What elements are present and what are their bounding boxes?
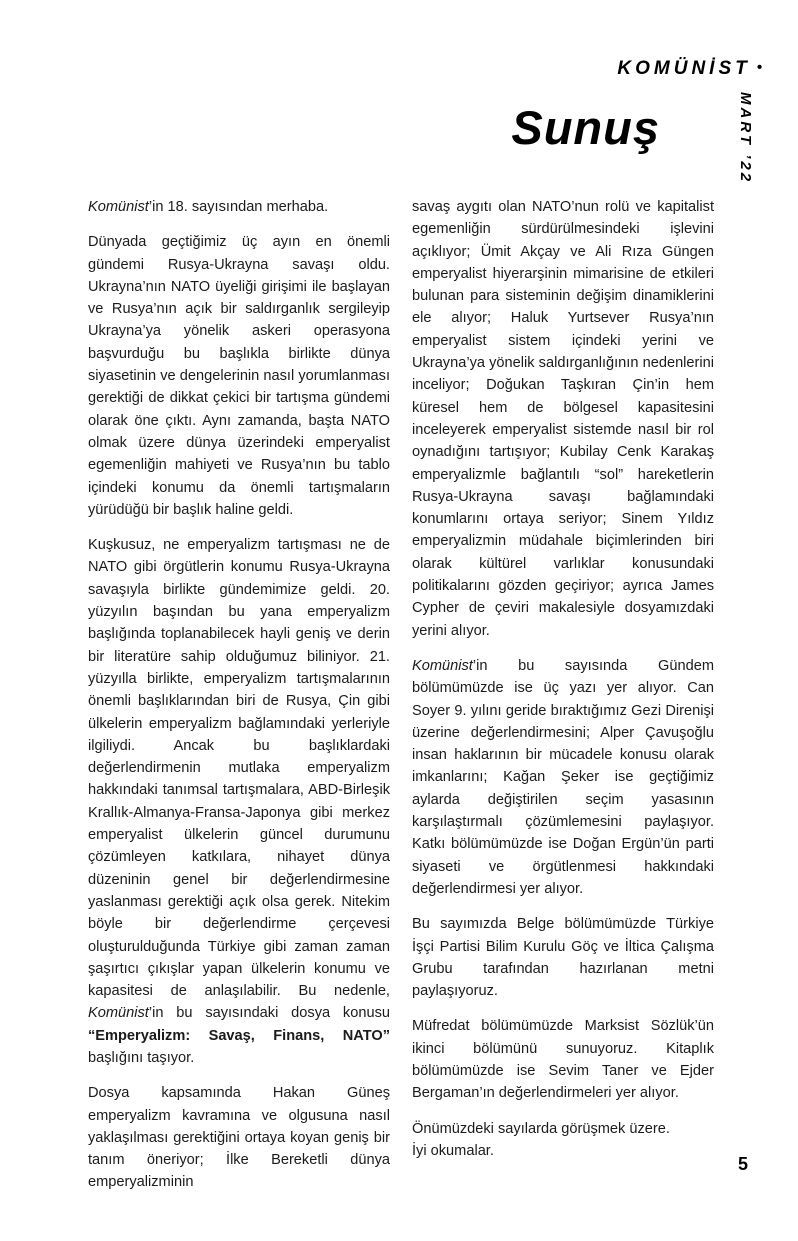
paragraph-ukraine-war: Dünyada geçtiğimiz üç ayın en önemli gündemi Rusya-Ukrayna savaşı oldu. Ukrayna’nın NATO üyeliği girişimi ile başlayan ve Rusya’nın açık bir saldırganlık sergileyip Ukrayna’ya yönelik askeri operasyona başvurduğu bu başlıkla birlikte dünya siyasetinin ve dengelerinin nasıl yorumlanması gerektiği de dikkat çekici bir tartışma gündemi olarak öne çıktı. Aynı zamanda, başta NATO olmak üzere dünya üzerindeki emperyalist egemenliğin mahiyeti ve Rusya’nın bu tablo içindeki konumu da önemli tartışmaların yürüdüğü bir başlık haline geldi. — [88, 234, 390, 518]
paragraph-dossier-authors: savaş aygıtı olan NATO’nun rolü ve kapitalist egemenliğin sürdürülmesindeki işlevini açıklıyor; Ümit Akçay ve Ali Rıza Güngen emperyalist hiyerarşinin mimarisine de etkileri bulunan para sisteminin değişim dinamiklerini ele alıyor; Haluk Yurtsever Rusya’nın emperyalist sistem içindeki yerini ve Ukrayna’ya yönelik saldırganlığının nedenlerini inceliyor; Doğukan Taşkıran Çin’in hem küresel hem de bölgesel kapasitesini inceleyerek emperyalist sistemde nasıl bir rol oynadığını tartışıyor; Kubilay Cenk Karakaş emperyalizmle bağlantılı “sol” hareketlerin Rusya-Ukrayna savaşı bağlamındaki konumlarını ortaya seriyor; Sinem Yıldız emperyalizmin müdahale biçimlerinden biri olarak kültürel varlıklar konusundaki politikalarını gözden geçiriyor; ayrıca James Cypher de çeviri makalesiyle dosyamızdaki yerini alıyor. — [412, 199, 714, 639]
paragraph-text: başlığını taşıyor. — [88, 1049, 195, 1066]
paragraph-closing — [412, 1118, 714, 1163]
issue-date-vertical: MART ’22 — [737, 92, 754, 185]
paragraph-text: ’in bu sayısındaki dosya konusu — [148, 1005, 390, 1022]
page-title: Sunuş — [511, 101, 660, 154]
journal-name-italic: Komünist — [88, 1005, 149, 1022]
masthead-bullet-icon: • — [756, 59, 762, 76]
dossier-topic-bold: “Emperyalizm: Savaş, Finans, NATO” — [88, 1027, 390, 1044]
paragraph-document-section: Bu sayımızda Belge bölümümüzde Türkiye İşçi Partisi Bilim Kurulu Göç ve İltica Çalışma Grubu tarafından hazırlanan metni paylaşıyoruz. — [412, 916, 714, 1000]
page-number: 5 — [737, 1154, 748, 1174]
right-column — [412, 196, 714, 1207]
paragraph-dossier-intro: Dosya kapsamında Hakan Güneş emperyalizm kavramına ve olgusuna nasıl yaklaşılması gerektiğini ortaya koyan geniş bir tanım öneriyor; İlke Bereketli dünya emperyalizminin — [88, 1085, 390, 1191]
masthead-title: KOMÜNİST — [617, 58, 751, 79]
paragraph-text: ’in bu sayısında Gündem bölümümüzde ise üç yazı yer alıyor. Can Soyer 9. yılını geride bıraktığımız Gezi Direnişi üzerine değerlendirmesini; Alper Çavuşoğlu insan haklarının bir mücadele konusu olarak imkanlarını; Kağan Şeker ise geçtiğimiz aylarda değiştirilen seçim yasasının karşılaştırmalı çözümlemesini paylaşıyor. Katkı bölümümüzde ise Doğan Ergün’ün parti siyaseti ve örgütlenmesi hakkındaki değerlendirmesi yer alıyor. — [412, 657, 714, 897]
closing-line-1: Önümüzdeki sayılarda görüşmek üzere. — [412, 1120, 670, 1137]
paragraph-text: Kuşkusuz, ne emperyalizm tartışması ne de NATO gibi örgütlerin konumu Rusya-Ukrayna savaşıyla birlikte gündemimize geldi. 20. yüzyılın başından bu yana emperyalizm başlığında toplanabilecek hayli geniş ve derin bir literatüre sahip olduğumuz biliniyor. 21. yüzyılla birlikte, emperyalizm tartışmalarının önemli başlıklarından biri de Rusya, Çin gibi ülkelerin emperyalizm bağlamındaki yerleriyle ilgiliydi. Ancak bu başlıklardaki değerlendirmenin mutlaka emperyalizm hakkındaki tanımsal tartışmalara, ABD-Birleşik Krallık-Almanya-Fransa-Japonya gibi merkez emperyalist ülkelerin güncel durumunu çözümleyen katkılara, nihayet dünya düzeninin genel bir değerlendirmesine yaslanması gerektiği açık olsa gerek. Nitekim böyle bir değerlendirme çerçevesi oluşturulduğunda Türkiye gibi zaman zaman şaşırtıcı çıkışlar yapan ülkelerin konumu ve kapasitesi de anlaşılabilir. Bu nedenle, — [88, 537, 390, 1000]
masthead — [617, 58, 762, 80]
journal-name-italic: Komünist — [88, 199, 149, 215]
closing-line-2: İyi okumalar. — [412, 1142, 494, 1159]
journal-name-italic: Komünist — [412, 657, 473, 674]
paragraph-text: ’in 18. sayısından merhaba. — [148, 199, 329, 215]
body-columns — [88, 196, 714, 1207]
paragraph-curriculum-section: Müfredat bölümümüzde Marksist Sözlük’ün ikinci bölümünü sunuyoruz. Kitaplık bölümümüzde ise Sevim Taner ve Ejder Bergaman’ın değerlendirmeleri yer alıyor. — [412, 1018, 714, 1102]
left-column — [88, 196, 390, 1207]
paragraph-agenda-section — [412, 655, 714, 900]
paragraph-imperialism-debate — [88, 534, 390, 1069]
paragraph-greeting — [88, 196, 390, 218]
